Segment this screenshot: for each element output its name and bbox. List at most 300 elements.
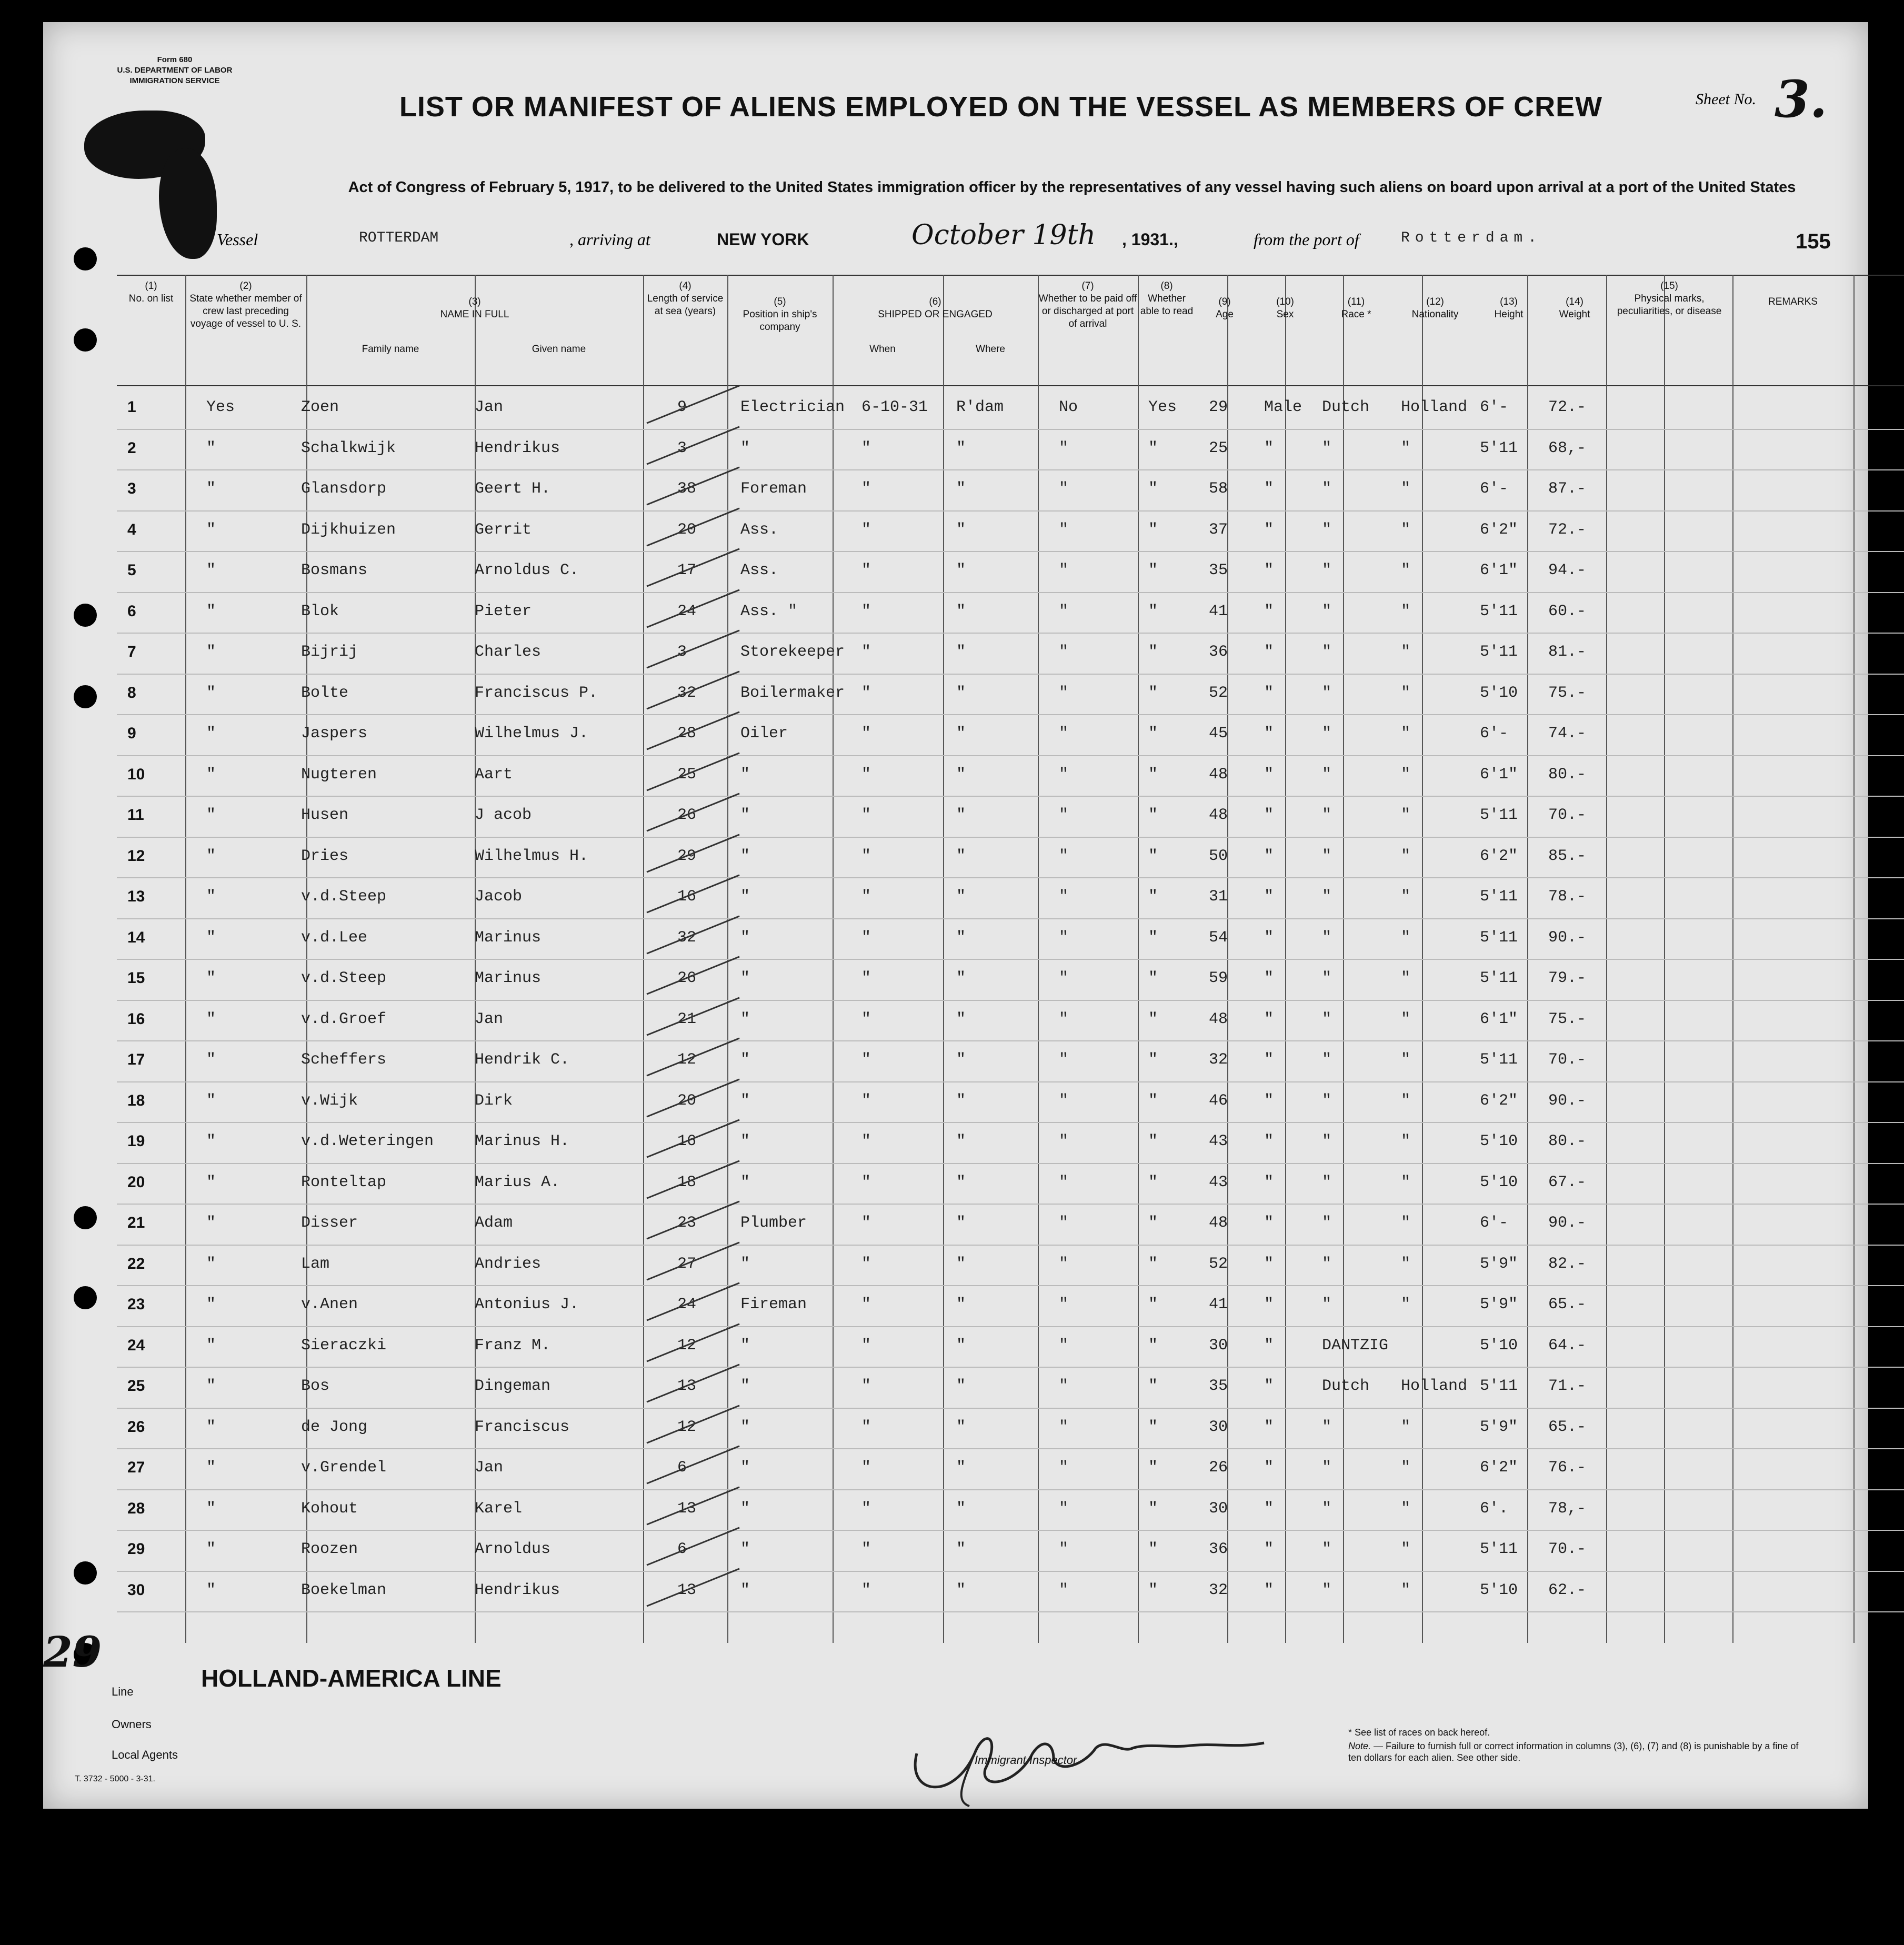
cell-no: 29: [127, 1540, 145, 1558]
cell-where: ": [956, 1173, 966, 1191]
column-label: REMARKS: [1768, 296, 1818, 307]
cell-weight: 65.-: [1548, 1296, 1587, 1314]
cell-family: v.d.Steep: [301, 888, 387, 906]
cell-service: 6: [677, 1459, 687, 1477]
arrival-date: October 19th: [911, 219, 1096, 251]
cell-read: ": [1148, 1540, 1158, 1558]
cell-read: ": [1148, 1091, 1158, 1110]
cell-weight: 64.-: [1548, 1336, 1587, 1355]
column-header: [1196, 296, 1254, 321]
form-number: Form 680: [157, 55, 193, 64]
cell-sex: ": [1264, 1581, 1274, 1599]
cell-no: 28: [127, 1499, 145, 1517]
row-rule: [117, 429, 1904, 430]
cell-position: ": [740, 1377, 750, 1395]
cell-position: ": [740, 1540, 750, 1558]
cell-where: ": [956, 562, 966, 579]
cell-given: Hendrikus: [475, 1581, 560, 1599]
form-info: [106, 55, 243, 86]
cell-no: 3: [127, 480, 136, 497]
cell-when: ": [861, 480, 871, 498]
cell-read: ": [1148, 1418, 1158, 1436]
cell-no: 13: [127, 888, 145, 905]
column-header: [727, 296, 833, 334]
cell-nat: ": [1401, 1091, 1411, 1110]
cell-sex: ": [1264, 1296, 1274, 1314]
check-mark: [646, 1405, 739, 1443]
check-mark: [646, 589, 739, 628]
cell-when: ": [861, 725, 871, 743]
cell-sex: ": [1264, 1214, 1274, 1232]
cell-prev: ": [206, 684, 216, 702]
cell-family: v.d.Weteringen: [301, 1132, 434, 1150]
cell-race: ": [1322, 1540, 1332, 1558]
cell-given: Charles: [475, 643, 542, 661]
check-mark: [646, 1486, 739, 1525]
column-number: (8): [1160, 280, 1173, 292]
column-label: Whether able to read: [1140, 293, 1194, 317]
cell-where: ": [956, 684, 966, 702]
cell-given: Hendrik C.: [475, 1051, 570, 1069]
cell-read: ": [1148, 1459, 1158, 1477]
cell-sex: ": [1264, 562, 1274, 579]
cell-paid: ": [1059, 480, 1069, 498]
punch-hole: [74, 685, 97, 708]
cell-age: 31: [1209, 888, 1228, 906]
column-header: [1543, 296, 1606, 321]
cell-age: 52: [1209, 684, 1228, 702]
cell-sex: ": [1264, 1051, 1274, 1069]
cell-race: ": [1322, 684, 1332, 702]
cell-read: ": [1148, 480, 1158, 498]
cell-nat: ": [1401, 1132, 1411, 1150]
cell-paid: ": [1059, 806, 1069, 824]
cell-read: ": [1148, 847, 1158, 865]
cell-height: 5'11: [1480, 969, 1518, 987]
cell-age: 48: [1209, 765, 1228, 784]
cell-no: 14: [127, 928, 145, 946]
cell-race: ": [1322, 725, 1332, 743]
cell-nat: ": [1401, 602, 1411, 620]
cell-height: 5'11: [1480, 928, 1518, 947]
cell-position: ": [740, 439, 750, 457]
cell-service: 25: [677, 765, 697, 784]
cell-sex: ": [1264, 1091, 1274, 1110]
check-mark: [646, 1282, 739, 1321]
column-number: (5): [774, 296, 786, 307]
cell-position: Storekeeper: [740, 643, 845, 661]
cell-sex: ": [1264, 684, 1274, 702]
cell-paid: ": [1059, 1459, 1069, 1477]
cell-where: ": [956, 725, 966, 743]
cell-where: ": [956, 1459, 966, 1477]
cell-race: DANTZIG: [1322, 1336, 1389, 1355]
cell-age: 45: [1209, 725, 1228, 743]
cell-where: ": [956, 847, 966, 865]
department: U.S. DEPARTMENT OF LABOR: [117, 66, 233, 75]
column-header: [943, 343, 1038, 356]
cell-given: Antonius J.: [475, 1296, 579, 1314]
column-label: SHIPPED OR ENGAGED: [878, 309, 993, 320]
cell-given: Wilhelmus J.: [475, 725, 589, 743]
cell-nat: ": [1401, 765, 1411, 784]
cell-given: Franz M.: [475, 1336, 551, 1355]
check-mark: [646, 1078, 739, 1117]
cell-nat: ": [1401, 888, 1411, 906]
cell-height: 5'11: [1480, 439, 1518, 457]
cell-position: Ass. ": [740, 602, 798, 620]
check-mark: [646, 1241, 739, 1280]
cell-position: ": [740, 765, 750, 784]
cell-service: 16: [677, 888, 697, 906]
row-rule: [117, 1326, 1904, 1327]
cell-position: Boilermaker: [740, 684, 845, 702]
arriving-label: , arriving at: [569, 230, 650, 249]
note-text: — Failure to furnish full or correct information in columns (3), (6), (7) and (8) is punishable by a fine of ten dollars for each alien. See other side.: [1348, 1741, 1799, 1763]
column-number: (9): [1218, 296, 1231, 307]
cell-read: ": [1148, 602, 1158, 620]
cell-paid: ": [1059, 1173, 1069, 1191]
cell-sex: ": [1264, 1540, 1274, 1558]
cell-when: ": [861, 1459, 871, 1477]
cell-nat: ": [1401, 847, 1411, 865]
cell-no: 8: [127, 684, 136, 701]
column-label: No. on list: [128, 293, 174, 304]
cell-position: ": [740, 1051, 750, 1069]
cell-height: 6'2": [1480, 520, 1518, 539]
cell-paid: ": [1059, 928, 1069, 947]
rule: [117, 275, 1904, 276]
cell-where: ": [956, 1132, 966, 1150]
cell-nat: ": [1401, 725, 1411, 743]
column-label: Family name: [362, 344, 419, 355]
cell-age: 36: [1209, 1540, 1228, 1558]
cell-age: 32: [1209, 1581, 1228, 1599]
column-number: (4): [679, 280, 692, 292]
arrival-year: , 1931.,: [1122, 230, 1178, 249]
cell-weight: 94.-: [1548, 562, 1587, 579]
column-header: [185, 280, 306, 330]
cell-nat: ": [1401, 684, 1411, 702]
cell-family: v.Wijk: [301, 1091, 358, 1110]
service: IMMIGRATION SERVICE: [129, 76, 220, 85]
cell-no: 17: [127, 1051, 145, 1068]
cell-read: ": [1148, 1010, 1158, 1028]
cell-race: Dutch: [1322, 1377, 1370, 1395]
cell-height: 5'9": [1480, 1418, 1518, 1436]
cell-sex: ": [1264, 1499, 1274, 1518]
check-mark: [646, 1446, 739, 1485]
cell-weight: 67.-: [1548, 1173, 1587, 1191]
row-rule: [117, 1204, 1904, 1205]
cell-given: Geert H.: [475, 480, 551, 498]
cell-position: ": [740, 888, 750, 906]
cell-paid: ": [1059, 643, 1069, 661]
cell-race: ": [1322, 765, 1332, 784]
cell-service: 38: [677, 480, 697, 498]
owners-label: Owners: [112, 1718, 152, 1731]
cell-nat: ": [1401, 562, 1411, 579]
cell-paid: ": [1059, 1336, 1069, 1355]
cell-age: 41: [1209, 602, 1228, 620]
cell-paid: ": [1059, 684, 1069, 702]
cell-paid: ": [1059, 1499, 1069, 1518]
cell-height: 6'-: [1480, 480, 1509, 498]
cell-no: 30: [127, 1581, 145, 1599]
column-label: Whether to be paid off or discharged at port of arrival: [1038, 293, 1137, 329]
cell-position: Ass.: [740, 562, 779, 579]
punch-hole: [74, 1206, 97, 1229]
cell-when: ": [861, 1132, 871, 1150]
cell-prev: ": [206, 725, 216, 743]
row-rule: [117, 1367, 1904, 1368]
cell-sex: Male: [1264, 398, 1302, 416]
cell-height: 5'11: [1480, 643, 1518, 661]
cell-where: ": [956, 1051, 966, 1069]
sheet-no-label: Sheet No.: [1696, 91, 1756, 108]
column-label: Nationality: [1411, 309, 1459, 320]
row-rule: [117, 1448, 1904, 1449]
cell-height: 6'-: [1480, 398, 1509, 416]
cell-sex: ": [1264, 1132, 1274, 1150]
cell-given: Franciscus: [475, 1418, 570, 1436]
cell-position: Oiler: [740, 725, 788, 743]
cell-race: ": [1322, 1255, 1332, 1273]
cell-no: 25: [127, 1377, 145, 1395]
cell-nat: ": [1401, 969, 1411, 987]
cell-service: 12: [677, 1051, 697, 1069]
cell-prev: ": [206, 520, 216, 539]
cell-weight: 72.-: [1548, 520, 1587, 539]
cell-height: 5'10: [1480, 1173, 1518, 1191]
cell-service: 21: [677, 1010, 697, 1028]
cell-race: ": [1322, 806, 1332, 824]
cell-no: 1: [127, 398, 136, 416]
cell-read: Yes: [1148, 398, 1177, 416]
cell-sex: ": [1264, 1010, 1274, 1028]
cell-read: ": [1148, 643, 1158, 661]
column-number: (7): [1081, 280, 1094, 292]
cell-when: ": [861, 1336, 871, 1355]
cell-prev: ": [206, 1173, 216, 1191]
cell-where: ": [956, 806, 966, 824]
cell-height: 5'11: [1480, 1051, 1518, 1069]
cell-paid: ": [1059, 439, 1069, 457]
manifest-subtitle: Act of Congress of February 5, 1917, to be delivered to the United States immigration officer by the representatives of any vessel having such aliens on board upon arrival at a port of the United States: [348, 179, 1796, 196]
cell-weight: 65.-: [1548, 1418, 1587, 1436]
cell-race: ": [1322, 480, 1332, 498]
cell-height: 5'9": [1480, 1296, 1518, 1314]
cell-nat: ": [1401, 480, 1411, 498]
cell-race: ": [1322, 439, 1332, 457]
cell-no: 21: [127, 1214, 145, 1231]
cell-family: Bos: [301, 1377, 330, 1395]
cell-age: 26: [1209, 1459, 1228, 1477]
cell-age: 50: [1209, 847, 1228, 865]
cell-where: ": [956, 520, 966, 539]
cell-race: ": [1322, 969, 1332, 987]
cell-age: 43: [1209, 1132, 1228, 1150]
cell-prev: ": [206, 1581, 216, 1599]
column-header: [1396, 296, 1475, 321]
line-label: Line: [112, 1685, 134, 1698]
cell-sex: ": [1264, 1377, 1274, 1395]
print-code: T. 3732 - 5000 - 3-31.: [75, 1774, 155, 1783]
check-mark: [646, 997, 739, 1036]
cell-prev: ": [206, 765, 216, 784]
column-label: Race *: [1341, 309, 1371, 320]
column-label: Physical marks, peculiarities, or disease: [1617, 293, 1722, 317]
cell-position: ": [740, 1336, 750, 1355]
cell-read: ": [1148, 1377, 1158, 1395]
cell-position: ": [740, 1091, 750, 1110]
cell-race: ": [1322, 1499, 1332, 1518]
cell-when: ": [861, 684, 871, 702]
cell-race: ": [1322, 1418, 1332, 1436]
row-rule: [117, 1571, 1904, 1572]
cell-family: v.Grendel: [301, 1459, 387, 1477]
check-mark: [646, 426, 739, 465]
column-number: (3): [468, 296, 481, 307]
cell-no: 6: [127, 602, 136, 620]
cell-sex: ": [1264, 439, 1274, 457]
check-mark: [646, 1160, 739, 1199]
cell-sex: ": [1264, 847, 1274, 865]
row-rule: [117, 469, 1904, 470]
check-mark: [646, 752, 739, 791]
cell-family: Schalkwijk: [301, 439, 396, 457]
cell-read: ": [1148, 969, 1158, 987]
cell-no: 20: [127, 1173, 145, 1191]
inspector-label: Immigrant Inspector.: [975, 1753, 1080, 1767]
cell-no: 12: [127, 847, 145, 865]
cell-no: 15: [127, 969, 145, 987]
cell-read: ": [1148, 1214, 1158, 1232]
cell-no: 9: [127, 725, 136, 742]
cell-position: ": [740, 1132, 750, 1150]
cell-where: ": [956, 969, 966, 987]
cell-when: ": [861, 1091, 871, 1110]
column-number: (13): [1500, 296, 1518, 307]
cell-no: 2: [127, 439, 136, 457]
vessel-label: Vessel: [217, 230, 258, 249]
cell-sex: ": [1264, 969, 1274, 987]
cell-when: ": [861, 520, 871, 539]
cell-family: Kohout: [301, 1499, 358, 1518]
cell-paid: ": [1059, 725, 1069, 743]
cell-family: Ronteltap: [301, 1173, 387, 1191]
cell-where: ": [956, 1377, 966, 1395]
cell-sex: ": [1264, 1459, 1274, 1477]
cell-service: 17: [677, 562, 697, 579]
cell-when: ": [861, 806, 871, 824]
cell-sex: ": [1264, 888, 1274, 906]
row-rule: [117, 1122, 1904, 1123]
rule: [117, 385, 1904, 386]
column-label: Age: [1216, 309, 1234, 320]
row-rule: [117, 1285, 1904, 1286]
cell-nat: ": [1401, 1010, 1411, 1028]
cell-given: Andries: [475, 1255, 542, 1273]
cell-read: ": [1148, 1255, 1158, 1273]
cell-service: 12: [677, 1336, 697, 1355]
cell-no: 23: [127, 1296, 145, 1313]
cell-weight: 62.-: [1548, 1581, 1587, 1599]
punch-hole: [74, 1561, 97, 1585]
cell-service: 16: [677, 1132, 697, 1150]
cell-prev: ": [206, 1091, 216, 1110]
from-port: Rotterdam.: [1401, 230, 1542, 246]
cell-weight: 80.-: [1548, 765, 1587, 784]
column-header: [1606, 280, 1732, 318]
cell-given: Marinus H.: [475, 1132, 570, 1150]
column-number: (6): [929, 296, 941, 307]
cell-family: Bolte: [301, 684, 349, 702]
cell-no: 19: [127, 1132, 145, 1150]
cell-sex: ": [1264, 725, 1274, 743]
cell-where: ": [956, 439, 966, 457]
row-rule: [117, 837, 1904, 838]
vessel-name: ROTTERDAM: [359, 230, 439, 246]
cell-no: 18: [127, 1091, 145, 1109]
cell-service: 32: [677, 684, 697, 702]
cell-age: 35: [1209, 562, 1228, 579]
check-mark: [646, 1038, 739, 1077]
cell-race: ": [1322, 1214, 1332, 1232]
cell-race: ": [1322, 520, 1332, 539]
cell-nat: ": [1401, 1540, 1411, 1558]
cell-read: ": [1148, 806, 1158, 824]
cell-position: ": [740, 847, 750, 865]
column-header: [306, 343, 475, 356]
cell-race: Dutch: [1322, 398, 1370, 416]
row-rule: [117, 918, 1904, 919]
cell-no: 24: [127, 1336, 145, 1354]
cell-when: ": [861, 643, 871, 661]
races-note: * See list of races on back hereof.: [1348, 1727, 1490, 1738]
cell-given: Pieter: [475, 602, 532, 620]
cell-where: ": [956, 1336, 966, 1355]
cell-no: 10: [127, 765, 145, 783]
cell-service: 26: [677, 806, 697, 824]
cell-when: ": [861, 1540, 871, 1558]
cell-where: ": [956, 928, 966, 947]
cell-when: ": [861, 888, 871, 906]
cell-paid: No: [1059, 398, 1078, 416]
cell-race: ": [1322, 1173, 1332, 1191]
cell-sex: ": [1264, 765, 1274, 784]
cell-prev: ": [206, 1540, 216, 1558]
cell-race: ": [1322, 1296, 1332, 1314]
column-number: (12): [1426, 296, 1444, 307]
column-number: (15): [1660, 280, 1678, 292]
cell-sex: ": [1264, 602, 1274, 620]
cell-race: ": [1322, 1051, 1332, 1069]
cell-read: ": [1148, 765, 1158, 784]
cell-weight: 90.-: [1548, 928, 1587, 947]
cell-paid: ": [1059, 562, 1069, 579]
cell-weight: 79.-: [1548, 969, 1587, 987]
arrival-port: NEW YORK: [717, 230, 809, 249]
punch-hole: [74, 1286, 97, 1309]
cell-sex: ": [1264, 643, 1274, 661]
column-label: Sex: [1276, 309, 1294, 320]
cell-no: 5: [127, 562, 136, 579]
row-rule: [117, 714, 1904, 715]
cell-weight: 90.-: [1548, 1214, 1587, 1232]
from-port-label: from the port of: [1254, 230, 1359, 249]
cell-race: ": [1322, 1010, 1332, 1028]
